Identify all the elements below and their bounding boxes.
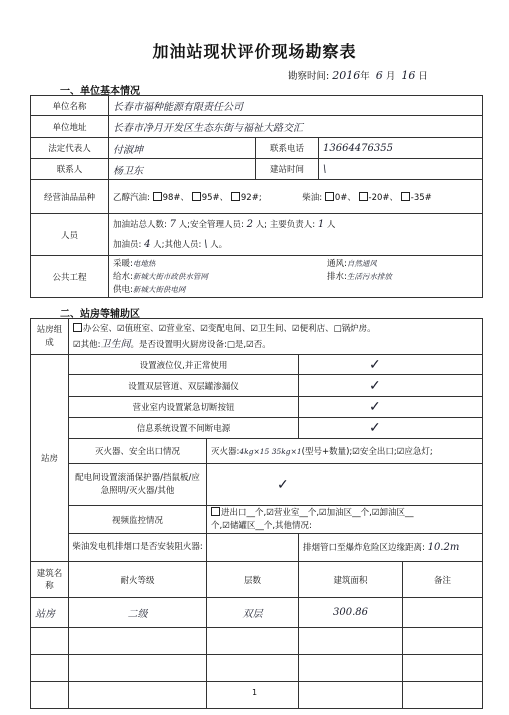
phone-value: 13664476355 <box>319 138 483 159</box>
station-block-label: 站房 <box>31 355 69 562</box>
item-level-gauge-check: ✓ <box>299 355 483 375</box>
building-header-fire-rating: 耐火等级 <box>69 562 207 598</box>
power-room-check: ✓ <box>207 464 483 506</box>
utility-label: 公共工程 <box>31 256 109 298</box>
survey-date: 勘察时间: 2016年 6 月 16 日 <box>288 69 428 82</box>
fire-label: 灭火器、安全出口情况 <box>69 439 207 464</box>
page-number: 1 <box>251 688 258 697</box>
composition-other-value: 卫生间 <box>100 338 131 350</box>
item-leak-detector-check: ✓ <box>299 375 483 397</box>
building-row-name: 站房 <box>31 598 69 628</box>
fuel-label: 经营油品品种 <box>31 180 109 214</box>
item-ups-label: 信息系统设置不间断电源 <box>69 418 299 439</box>
composition-info: 办公室、☑值班室、☑营业室、☑变配电间、☑卫生间、☑便利店、□锅炉房。 ☑其他:卫生间。是否设置明火厨房设备:□是,☑否。 <box>69 319 483 355</box>
section2-heading: 二、站房等辅助区 <box>60 309 140 320</box>
table-row <box>31 598 483 628</box>
video-info: 进出口__个,☑营业室__个,☑加油区__个,☑卸油区__ 个,☑储罐区__个,其他情况: <box>207 506 483 534</box>
utility-info: 采暖:电地热 通风:自然通风 给水:新城大街市政供水管网 排水:生活污水排放 供电:新城大街供电网 <box>109 256 483 298</box>
page-title: 加油站现状评价现场勘察表 <box>152 42 357 61</box>
building-name-label: 建筑名称 <box>31 562 69 598</box>
contact-value: 杨卫东 <box>109 159 256 180</box>
checkbox-20[interactable] <box>359 192 368 201</box>
distance-info: 排烟管口至爆炸危险区边缘距离: 10.2m <box>299 534 483 562</box>
fuel-options: 乙醇汽油: 98#、 95#、 92#; 柴油: 0#、 -20#、 -35# <box>109 180 483 214</box>
contact-label: 联系人 <box>31 159 109 180</box>
checkbox-entrance[interactable] <box>211 507 220 516</box>
building-header-note: 备注 <box>403 562 483 598</box>
unit-address-value: 长春市净月开发区生态东街与福祉大路交汇 <box>109 116 483 138</box>
unit-name-label: 单位名称 <box>31 96 109 116</box>
phone-label: 联系电话 <box>256 138 319 159</box>
exhaust-label: 柴油发电机排烟口是否安装阻火器: <box>69 534 207 562</box>
building-row-area: 300.86 <box>299 598 403 628</box>
staff-total: 7 <box>169 218 176 230</box>
build-time-value: \ <box>319 159 483 180</box>
building-header-area: 建筑面积 <box>299 562 403 598</box>
staff-info: 加油站总人数: 7 人;安全管理人员: 2 人; 主要负责人: 1 人 加油员: 4 人;其他人员: \ 人。 <box>109 214 483 256</box>
exhaust-value <box>207 534 299 562</box>
power-value: 新城大街供电网 <box>132 285 186 294</box>
composition-label: 站房组成 <box>31 319 69 355</box>
staff-other: \ <box>204 238 208 250</box>
item-ups-check: ✓ <box>299 418 483 439</box>
power-room-label: 配电间设置滚涌保护器/挡鼠板/应急照明/灭火器/其他 <box>69 464 207 506</box>
checkbox-98[interactable] <box>153 192 162 201</box>
checkbox-95[interactable] <box>192 192 201 201</box>
fire-info: 灭火器:4kg×15 35kg×1(型号+数量);☑安全出口;☑应急灯; <box>207 439 483 464</box>
table-row <box>31 655 483 682</box>
video-label: 视频监控情况 <box>69 506 207 534</box>
section1-heading: 一、单位基本情况 <box>60 86 140 97</box>
unit-address-label: 单位地址 <box>31 116 109 138</box>
building-row-note <box>403 598 483 628</box>
distance-value: 10.2m <box>427 541 460 553</box>
building-row-fire-rating: 二级 <box>69 598 207 628</box>
staff-safety: 2 <box>246 218 253 230</box>
building-row-floors: 双层 <box>207 598 299 628</box>
item-emergency-stop-label: 营业室内设置紧急切断按钮 <box>69 397 299 418</box>
checkbox-office[interactable] <box>73 323 82 332</box>
checkbox-92[interactable] <box>231 192 240 201</box>
legal-rep-label: 法定代表人 <box>31 138 109 159</box>
drain-value: 生活污水排放 <box>346 272 392 281</box>
fire-extinguisher-value: 4kg×15 35kg×1 <box>239 447 302 456</box>
item-leak-detector-label: 设置双层管道、双层罐渗漏仪 <box>69 375 299 397</box>
ventilation-value: 自然通风 <box>346 259 377 268</box>
item-emergency-stop-check: ✓ <box>299 397 483 418</box>
unit-name-value: 长春市福种能源有限责任公司 <box>109 96 483 116</box>
table-row <box>31 628 483 655</box>
heating-value: 电地热 <box>132 259 156 268</box>
basic-info-table <box>30 95 483 298</box>
building-header-floors: 层数 <box>207 562 299 598</box>
staff-label: 人员 <box>31 214 109 256</box>
legal-rep-value: 付淑坤 <box>109 138 256 159</box>
station-table <box>30 318 483 709</box>
checkbox-0[interactable] <box>325 192 334 201</box>
item-level-gauge-label: 设置液位仪,并正常使用 <box>69 355 299 375</box>
checkbox-35[interactable] <box>401 192 410 201</box>
staff-head: 1 <box>317 218 325 230</box>
build-time-label: 建站时间 <box>256 159 319 180</box>
staff-fuelers: 4 <box>144 238 151 250</box>
water-value: 新城大街市政供水管网 <box>132 272 208 281</box>
